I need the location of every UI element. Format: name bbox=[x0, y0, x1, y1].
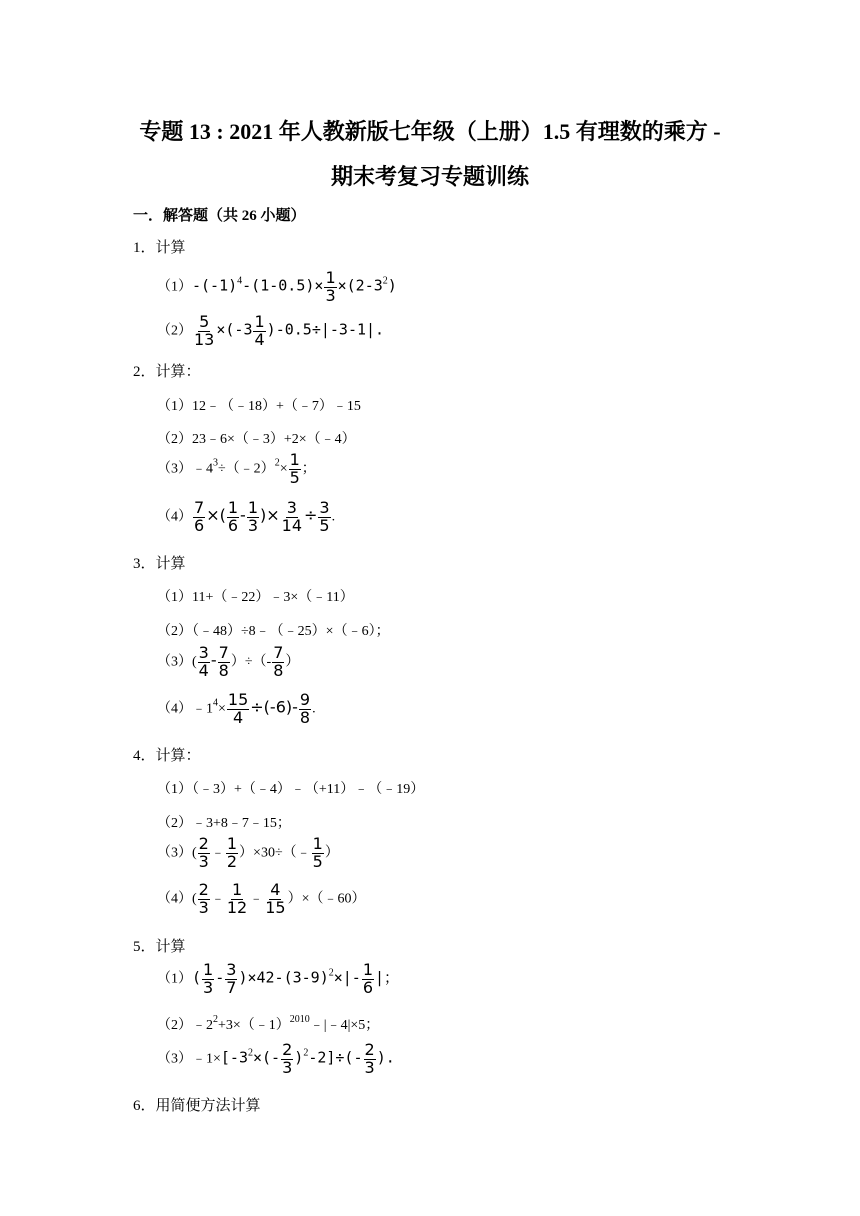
question-2-part-4: （4） $\frac{7}{6}$ ×( $\frac{1}{6}$ - $\frac{1}{3}$ )× $\frac{3}{14}$ ÷ $\frac{3}{5}$ . bbox=[157, 498, 336, 535]
question-3-part-3: （3）( $\frac{3}{4}$ - $\frac{7}{8}$ ）÷（- $\frac{7}{8}$ ） bbox=[157, 643, 300, 680]
question-3-part-1: （1）11+（﹣22）﹣3×（﹣11） bbox=[157, 590, 354, 605]
question-5-part-3: $(3)﹣1\times[-3^2\times(-$ $\frac{2}{3}$ )$^2$-2]÷(- $\frac{2}{3}$ ). bbox=[157, 1040, 395, 1077]
question-5-label: 5．计算 bbox=[133, 939, 186, 955]
question-4-label: 4．计算： bbox=[133, 748, 201, 764]
question-4-part-4: （4）( $\frac{2}{3}$ ﹣ $\frac{1}{12}$ ﹣ $\frac{4}{15}$ ）×（﹣60） bbox=[157, 880, 366, 917]
question-4-part-3: （3）( $\frac{2}{3}$ ﹣ $\frac{1}{2}$ ）×30÷（﹣ $\frac{1}{5}$ ） bbox=[157, 834, 339, 871]
section-heading: 一．解答题（共 26 小题） bbox=[133, 208, 306, 224]
question-2-part-3: $(3)﹣4^3\div(﹣2)^2\times$ $\frac{1}{5}$ ； bbox=[157, 450, 316, 487]
question-2-part-1: （1）12﹣（﹣18）+（﹣7）﹣15 bbox=[157, 399, 361, 414]
question-3-label: 3．计算 bbox=[133, 556, 186, 572]
question-4-part-2: （2）﹣3+8﹣7﹣15； bbox=[157, 816, 291, 831]
question-5-part-1: （1）( $\frac{1}{3}$ - $\frac{3}{7}$ )$\times 42-(3-9)^2\times|-$ $\frac{1}{6}$ |； bbox=[157, 960, 400, 997]
question-4-part-1: （1）（﹣3）+（﹣4）﹣（+11）﹣（﹣19） bbox=[157, 782, 425, 797]
question-1-label: 1．计算 bbox=[133, 240, 186, 256]
doc-title-line-2: 期末考复习专题训练 bbox=[330, 164, 529, 189]
question-3-part-2: （2）（﹣48）÷8﹣（﹣25）×（﹣6）； bbox=[157, 624, 390, 639]
question-1-part-2: （2） $\frac{5}{13}$ ×(-3 $\frac{1}{4}$ )-0.5÷|-3-1|. bbox=[157, 312, 385, 349]
question-6-label: 6．用简便方法计算 bbox=[133, 1098, 261, 1114]
doc-title-line-1: 专题 13 : 2021 年人教新版七年级（上册）1.5 有理数的乘方 - bbox=[139, 119, 721, 144]
question-5-part-2: $(2)﹣2^2+3\times(﹣1)^{2010}﹣|﹣4|\times 5$； bbox=[157, 1014, 380, 1033]
question-2-part-2: （2）23﹣6×（﹣3）+2×（﹣4） bbox=[157, 432, 356, 447]
question-1-part-1: $(1)-(-1)^4-(1-0.5)\times$ $\frac{1}{3}$ $\times(2-3^2)$ bbox=[157, 268, 397, 305]
question-3-part-4: $(4)﹣1^4\times$ $\frac{15}{4}$ ÷(-6)- $\frac{9}{8}$ . bbox=[157, 690, 316, 727]
question-2-label: 2．计算： bbox=[133, 364, 201, 380]
